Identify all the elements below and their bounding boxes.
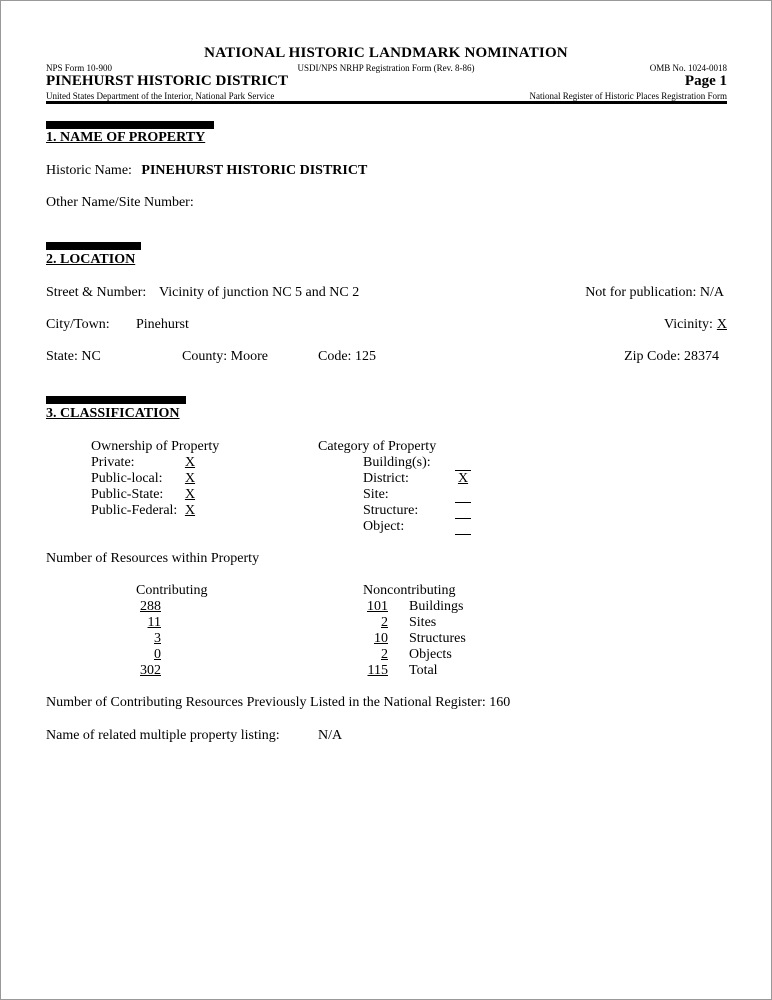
resource-type: Structures — [409, 631, 466, 646]
district-header: PINEHURST HISTORIC DISTRICT — [46, 73, 289, 89]
form-number: NPS Form 10-900 — [46, 63, 113, 73]
resources-label: Number of Resources within Property — [46, 551, 260, 566]
category-label: District: — [363, 471, 409, 486]
omb-number: OMB No. 1024-0018 — [649, 63, 727, 73]
category-mark — [455, 455, 471, 471]
resource-type: Sites — [409, 615, 437, 630]
category-mark — [455, 519, 471, 535]
contributing-count: 3 — [154, 631, 161, 646]
section-2-heading: 2. LOCATION — [46, 252, 136, 267]
category-blank — [455, 522, 471, 535]
resource-row — [354, 599, 463, 615]
section-bar — [46, 396, 186, 404]
ownership-label: Public-Federal: — [91, 503, 178, 518]
resource-type: Total — [409, 663, 438, 678]
section-3-heading: 3. CLASSIFICATION — [46, 406, 180, 421]
related-listing-label: Name of related multiple property listing: — [46, 728, 280, 743]
register-form: National Register of Historic Places Registration Form — [529, 91, 727, 101]
ownership-heading: Ownership of Property — [91, 439, 220, 454]
noncontributing-heading: Noncontributing — [363, 583, 456, 598]
resource-type: Objects — [409, 647, 452, 662]
zip-code: Zip Code: 28374 — [624, 349, 719, 364]
noncontributing-count: 10 — [374, 631, 388, 646]
ownership-label: Public-State: — [91, 487, 164, 502]
section-bar — [46, 242, 141, 250]
document-title: NATIONAL HISTORIC LANDMARK NOMINATION — [204, 45, 568, 61]
contributing-count: 288 — [140, 599, 161, 614]
contributing-count: 11 — [147, 615, 161, 630]
category-mark — [455, 487, 471, 503]
noncontributing-count: 115 — [367, 663, 388, 678]
related-listing-value: N/A — [318, 728, 343, 743]
ownership-mark: X — [184, 487, 196, 502]
ownership-label: Public-local: — [91, 471, 163, 486]
resource-row — [127, 631, 161, 647]
county: County: Moore — [182, 349, 268, 364]
city-value: Pinehurst — [136, 317, 189, 332]
resource-row — [127, 615, 161, 631]
resource-row — [354, 663, 438, 679]
city-label: City/Town: — [46, 317, 110, 332]
contributing-heading: Contributing — [136, 583, 208, 598]
other-name-label: Other Name/Site Number: — [46, 195, 194, 210]
category-heading: Category of Property — [318, 439, 437, 454]
ownership-label: Private: — [91, 455, 135, 470]
category-blank — [455, 490, 471, 503]
noncontributing-count: 101 — [367, 599, 388, 614]
contributing-count: 302 — [140, 663, 161, 678]
department: United States Department of the Interior, National Park Service — [46, 91, 275, 101]
ownership-mark: X — [184, 471, 196, 486]
section-1-heading: 1. NAME OF PROPERTY — [46, 130, 206, 145]
category-mark — [455, 503, 471, 519]
resource-type: Buildings — [409, 599, 464, 614]
category-label: Structure: — [363, 503, 419, 518]
resource-row — [354, 631, 466, 647]
vicinity-label: Vicinity: — [663, 317, 713, 332]
historic-name-row — [46, 163, 367, 179]
section-bar — [46, 121, 214, 129]
street-value: Vicinity of junction NC 5 and NC 2 — [159, 285, 360, 300]
ownership-mark: X — [184, 503, 196, 518]
resource-row — [127, 599, 161, 615]
code: Code: 125 — [318, 349, 376, 364]
historic-name-label: Historic Name: — [46, 163, 132, 178]
header-rule — [46, 101, 727, 104]
state: State: NC — [46, 349, 101, 364]
resource-row — [127, 647, 161, 663]
resource-row — [354, 647, 452, 663]
contributing-count: 0 — [154, 647, 161, 662]
not-for-publication: Not for publication: N/A — [585, 285, 724, 300]
vicinity — [664, 317, 727, 333]
category-blank — [455, 458, 471, 471]
page-number: Page 1 — [684, 73, 727, 89]
noncontributing-count: 2 — [381, 615, 388, 630]
category-mark: X — [457, 471, 469, 486]
noncontributing-count: 2 — [381, 647, 388, 662]
resource-row — [127, 663, 161, 679]
form-revision: USDI/NPS NRHP Registration Form (Rev. 8-86) — [297, 63, 475, 73]
category-label: Site: — [363, 487, 389, 502]
vicinity-mark: X — [716, 317, 727, 332]
resource-row — [354, 615, 436, 631]
category-label: Building(s): — [363, 455, 431, 470]
street-label: Street & Number: — [46, 285, 147, 300]
category-label: Object: — [363, 519, 405, 534]
historic-name-value: PINEHURST HISTORIC DISTRICT — [141, 163, 368, 178]
previously-listed: Number of Contributing Resources Previously Listed in the National Register: 160 — [46, 695, 511, 710]
category-blank — [455, 506, 471, 519]
ownership-mark: X — [184, 455, 196, 470]
